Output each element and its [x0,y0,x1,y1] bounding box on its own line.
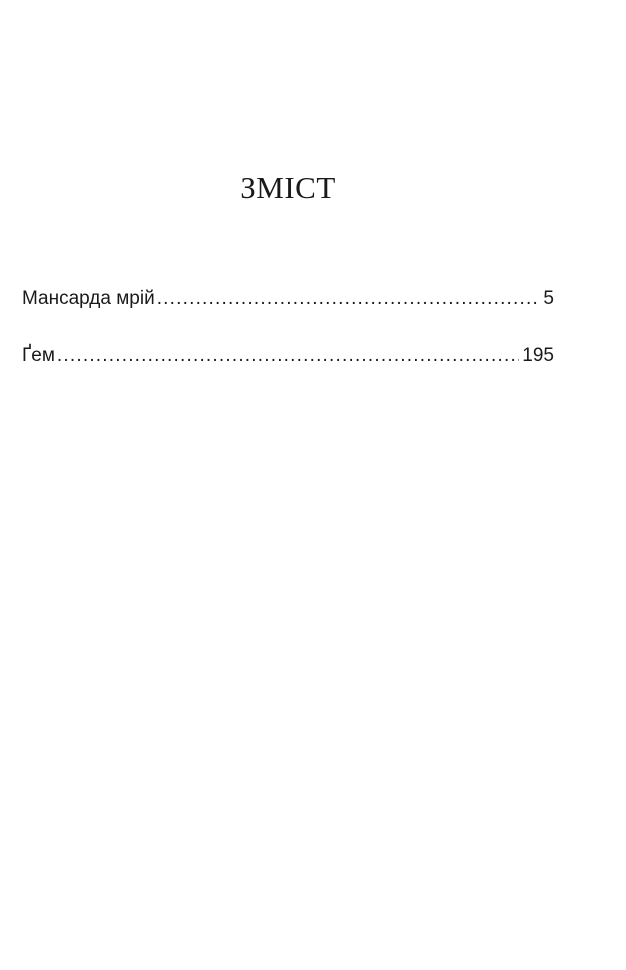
toc-entry [22,341,554,371]
toc-entry [22,284,554,314]
toc-entry-title: Ґем [22,345,55,366]
toc-entry-page-number: 5 [543,288,554,309]
table-of-contents [22,284,554,398]
toc-entry-page-number: 195 [522,345,554,366]
dot-leader [157,284,541,314]
page-title: ЗМІСТ [240,170,336,205]
toc-entry-title: Мансарда мрій [22,288,155,309]
dot-leader [57,341,519,371]
